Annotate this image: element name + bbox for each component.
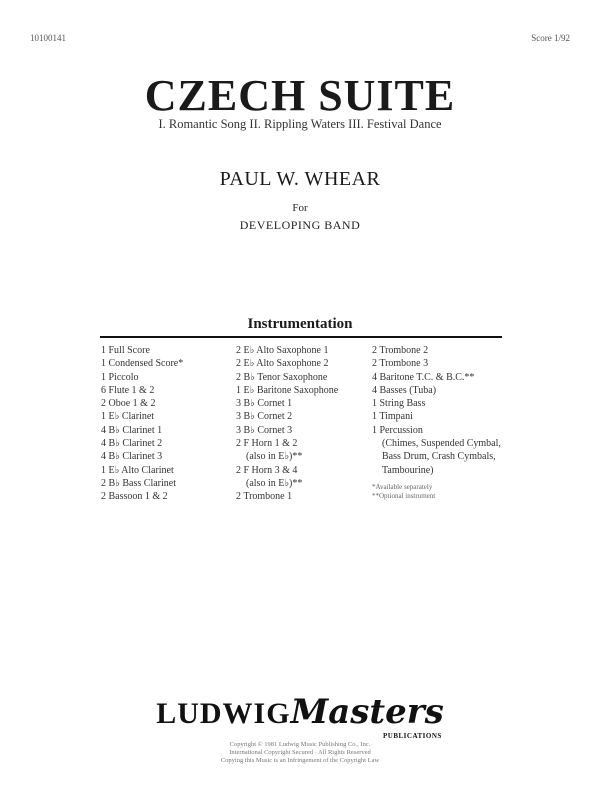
instrument-item: 4 B♭ Clarinet 1 [101, 424, 163, 436]
instrument-item: 2 F Horn 3 & 4 [236, 464, 298, 476]
instrument-item-note: (Chimes, Suspended Cymbal, [382, 438, 501, 450]
for-label: For [292, 202, 308, 214]
instrument-item: 3 B♭ Cornet 2 [236, 411, 293, 423]
instrument-item: 3 B♭ Cornet 3 [236, 424, 293, 436]
instrument-item: 6 Flute 1 & 2 [101, 384, 155, 396]
instrument-item: 1 Condensed Score* [101, 358, 184, 370]
instrument-item: 1 Full Score [101, 345, 150, 356]
copyright-notice [0, 741, 600, 765]
instrument-item: 2 Trombone 3 [372, 358, 429, 370]
ensemble: DEVELOPING BAND [239, 218, 361, 232]
instrument-column-3 [372, 344, 507, 501]
instrument-item: 2 E♭ Alto Saxophone 2 [236, 358, 329, 370]
logo-ludwig: LUDWIG [156, 697, 291, 730]
instrument-item-note: (also in E♭)** [246, 477, 303, 489]
instrument-item: 2 E♭ Alto Saxophone 1 [236, 345, 329, 356]
heading-rule [100, 336, 502, 338]
instrument-item: 1 String Bass [372, 398, 426, 410]
instrument-item: 1 Piccolo [101, 371, 139, 383]
instrument-item: 2 Trombone 2 [372, 345, 429, 356]
title: CZECH SUITE [144, 71, 456, 120]
subtitle-movements: I. Romantic Song II. Rippling Waters III. Festival Dance [158, 117, 442, 131]
instrument-item: 1 Timpani [372, 411, 413, 423]
instrument-item: 2 B♭ Bass Clarinet [101, 477, 176, 489]
score-label: Score 1/92 [531, 33, 570, 43]
catalog-number: 10100141 [30, 33, 66, 43]
composer: PAUL W. WHEAR [219, 168, 381, 190]
instrument-item: 1 Percussion [372, 424, 423, 436]
instrument-item-note: Bass Drum, Crash Cymbals, [382, 451, 496, 463]
instrument-column-2 [236, 344, 366, 504]
instrument-item: 3 B♭ Cornet 1 [236, 398, 293, 410]
instrument-item: 1 E♭ Alto Clarinet [101, 464, 174, 476]
instrument-item: 2 F Horn 1 & 2 [236, 438, 298, 450]
instrument-item: 2 B♭ Tenor Saxophone [236, 371, 328, 383]
instrument-item: 4 B♭ Clarinet 3 [101, 451, 163, 463]
instrument-item: 2 Trombone 1 [236, 491, 293, 503]
instrument-item: 4 B♭ Clarinet 2 [101, 438, 163, 450]
logo-mark [156, 692, 444, 740]
copyright-line: International Copyright Secured · All Rights Reserved [229, 749, 371, 756]
logo-masters: Masters [290, 692, 444, 732]
instrumentation-heading: Instrumentation [247, 316, 353, 332]
publisher-logo [0, 692, 600, 740]
copyright-line: Copyright © 1981 Ludwig Music Publishing Co., Inc. [229, 741, 371, 748]
instrument-item: 1 E♭ Baritone Saxophone [236, 384, 339, 396]
instrument-item: 1 E♭ Clarinet [101, 411, 155, 423]
instrument-item: 4 Basses (Tuba) [372, 384, 437, 396]
instrument-item: 4 Baritone T.C. & B.C.** [372, 371, 475, 383]
footnote: **Optional instrument [372, 491, 436, 500]
instrument-item-note: (also in E♭)** [246, 451, 303, 463]
instrument-item: 2 Bassoon 1 & 2 [101, 491, 168, 503]
copyright-line: Copying this Music is an Infringement of the Copyright Law [220, 757, 380, 764]
instrument-item: 2 Oboe 1 & 2 [101, 398, 156, 410]
logo-publications: PUBLICATIONS [383, 732, 442, 740]
footnote: *Available separately [372, 482, 433, 491]
instrument-column-1 [101, 344, 231, 504]
instrument-item-note: Tambourine) [382, 464, 434, 476]
